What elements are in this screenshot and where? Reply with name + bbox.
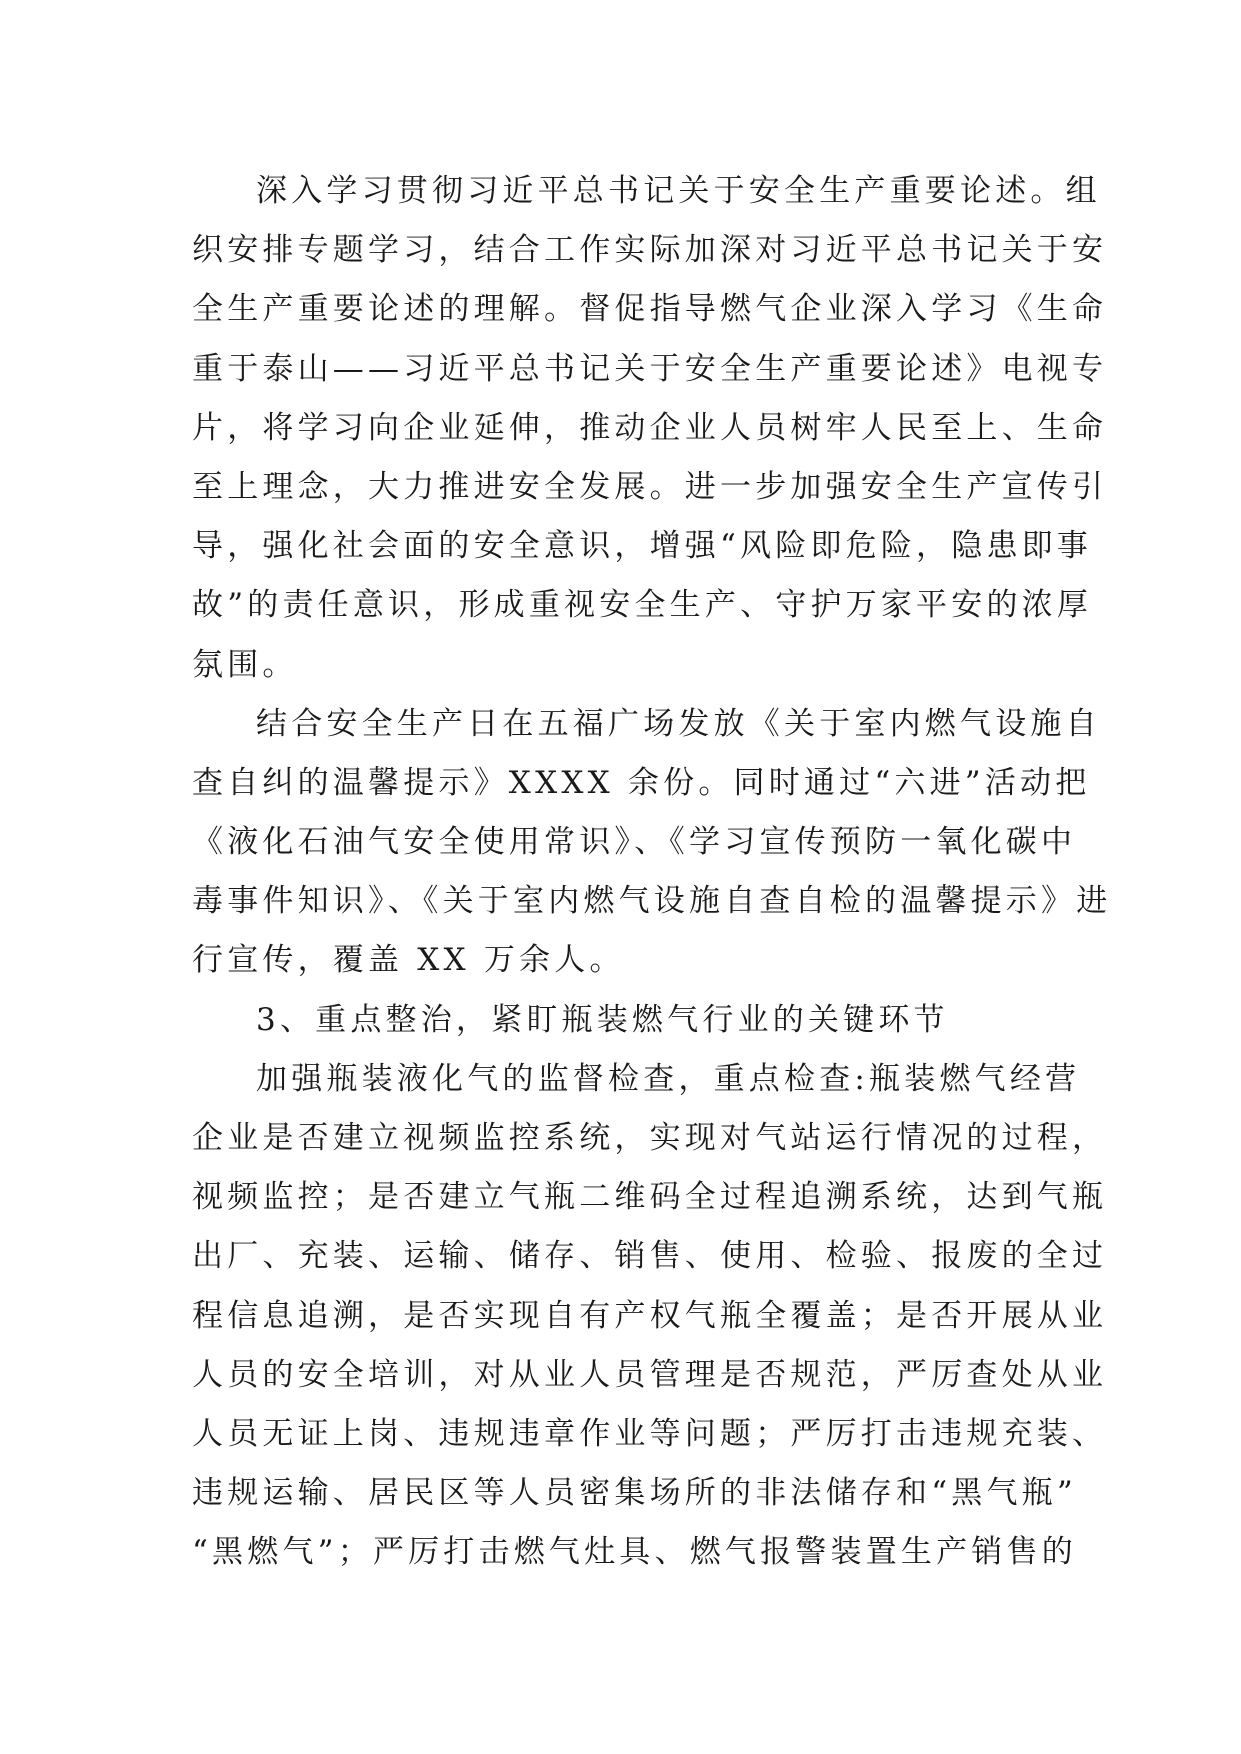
text-line: 导，强化社会面的安全意识，增强“风险即危险，隐患即事: [192, 528, 1093, 565]
text-line: 企业是否建立视频监控系统，实现对气站运行情况的过程，: [192, 1120, 1108, 1156]
text-line: 出厂、充装、运输、储存、销售、使用、检验、报废的全过: [192, 1238, 1108, 1275]
text-line: 故”的责任意识，形成重视安全生产、守护万家平安的浓厚: [192, 587, 1093, 624]
text-line: 毒事件知识》、《关于室内燃气设施自查自检的温馨提示》进: [192, 883, 1112, 920]
text-line: 结合安全生产日在五福广场发放《关于室内燃气设施自: [256, 705, 1101, 742]
text-line: 氛围。: [192, 646, 298, 683]
text-line: 人员无证上岗、违规违章作业等问题；严厉打击违规充装、: [192, 1415, 1108, 1452]
text-line: 深入学习贯彻习近平总书记关于安全生产重要论述。组: [256, 173, 1101, 209]
document-body: [192, 162, 1112, 1583]
text-line: 织安排专题学习，结合工作实际加深对习近平总书记关于安: [192, 232, 1108, 269]
text-line: 《液化石油气安全使用常识》、《学习宣传预防一氧化碳中: [192, 824, 1077, 861]
text-line: 视频监控；是否建立气瓶二维码全过程追溯系统，达到气瓶: [192, 1179, 1108, 1216]
text-line: “黑燃气”；严厉打击燃气灶具、燃气报警装置生产销售的: [192, 1534, 1077, 1571]
text-line: 加强瓶装液化气的监督检查，重点检查:瓶装燃气经营: [256, 1060, 1081, 1097]
text-line: 查自纠的温馨提示》XXXX 余份。同时通过“六进”活动把: [192, 764, 1091, 801]
text-line: 人员的安全培训，对从业人员管理是否规范，严厉查处从业: [192, 1356, 1108, 1393]
section-heading: 3、重点整治，紧盯瓶装燃气行业的关键环节: [256, 1001, 949, 1038]
text-line: 程信息追溯，是否实现自有产权气瓶全覆盖；是否开展从业: [192, 1297, 1108, 1334]
text-line: 全生产重要论述的理解。督促指导燃气企业深入学习《生命: [192, 291, 1108, 328]
text-line: 违规运输、居民区等人员密集场所的非法储存和“黑气瓶”: [192, 1475, 1077, 1512]
text-line: 行宣传，覆盖 XX 万余人。: [192, 942, 625, 979]
text-line: 片，将学习向企业延伸，推动企业人员树牢人民至上、生命: [192, 409, 1108, 446]
text-line: 重于泰山——习近平总书记关于安全生产重要论述》电视专: [192, 350, 1108, 387]
text-line: 至上理念，大力推进安全发展。进一步加强安全生产宣传引: [192, 468, 1108, 505]
